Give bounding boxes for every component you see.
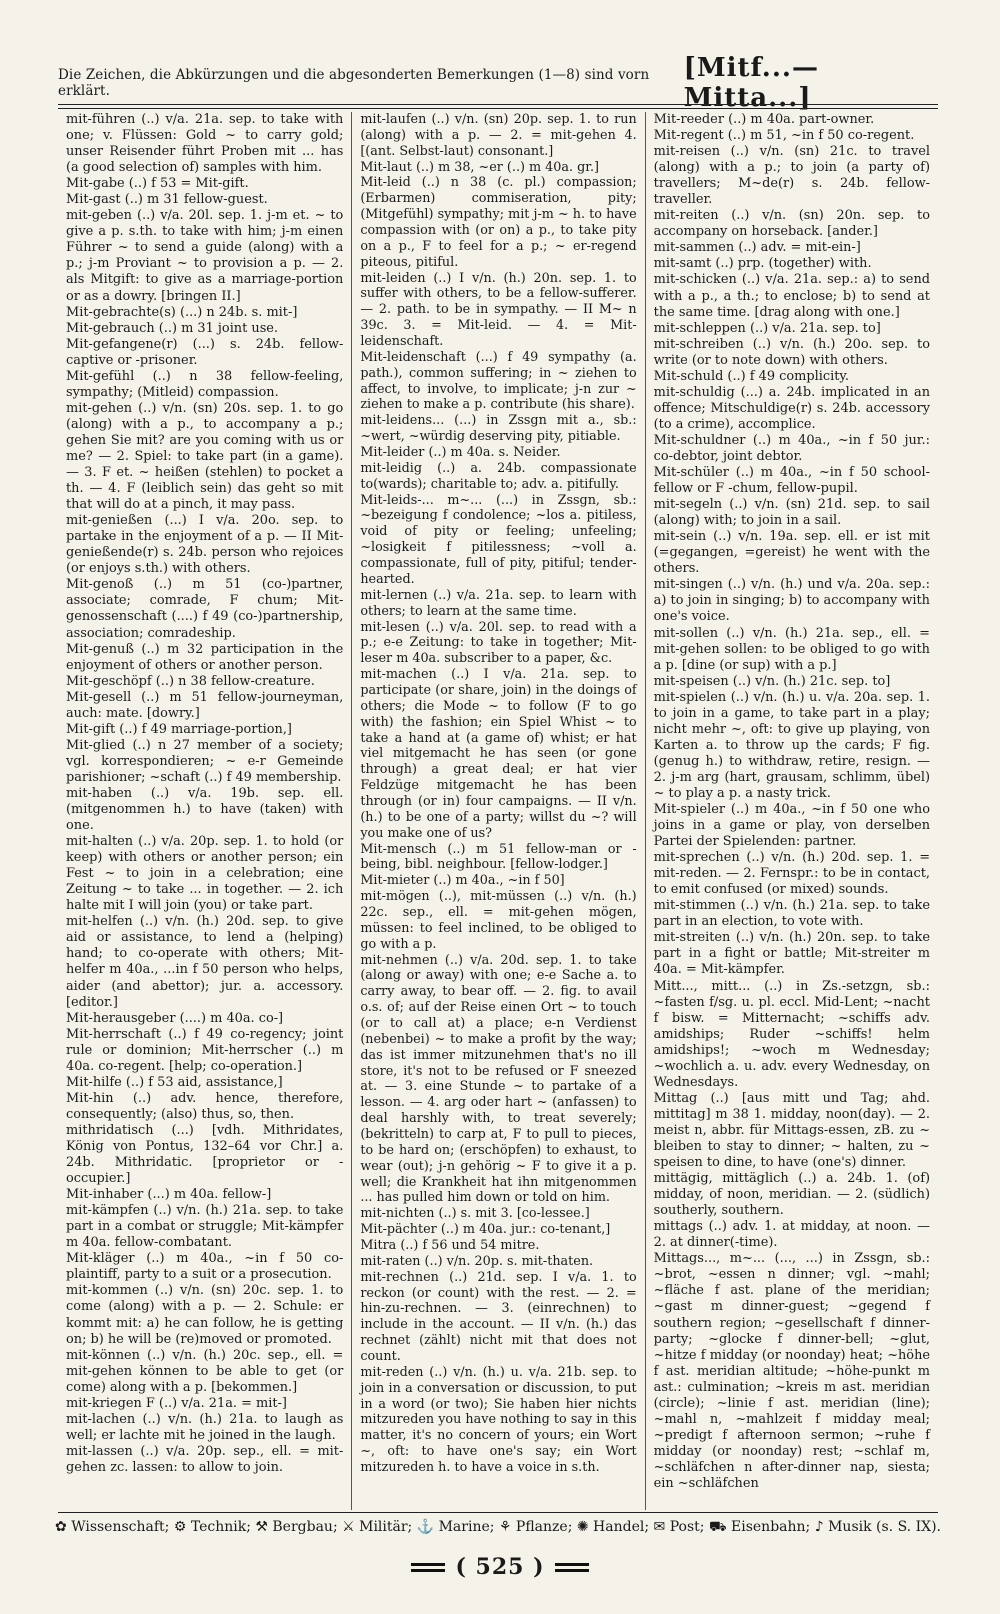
running-header bbox=[58, 53, 938, 113]
dictionary-entry: Mit-herausgeber (....) m 40a. co-] bbox=[66, 1010, 284, 1026]
dictionary-entry: Mittags..., m~... (..., ...) in Zssgn, sb.: ~brot, ~essen n dinner; vgl. ~mahl; ~fläche f ast. plane of the meridian; ~gast m dinner-guest; ~gegend f southern region; ~gesellschaft f dinner-party; ~glocke f dinner-bell; ~glut, ~hitze f midday (or noonday) heat; ~höhe f ast. meridian altitude; ~höhe-punkt m ast.: culmination; ~kreis m ast. meridian (circle); ~linie f ast. meridian (line); ~mahl n, ~mahlzeit f midday meal; ~predigt f afternoon sermon; ~ruhe f midday (or noonday) rest; ~schlaf m, ~schläfchen n after-dinner nap, siesta; ein ~schläfchen bbox=[653, 1251, 930, 1491]
symbol-legend: ✿ Wissenschaft; ⚙ Technik; ⚒ Bergbau; ⚔ Militär; ⚓ Marine; ⚘ Pflanze; ✺ Handel; ✉ Post; ⛟ Eisenbahn; ♪ Musik (s. S. IX). bbox=[55, 1519, 941, 1535]
dictionary-entry: mit-kommen (..) v/n. (sn) 20c. sep. 1. to come (along) with a p. — 2. Schule: er kommt mit: a) he can follow, he is getting on; b) he will be (re)moved or promoted. bbox=[66, 1283, 344, 1347]
dictionary-entry: Mittag (..) [aus mitt und Tag; ahd. mittitag] m 38 1. midday, noon(day). — 2. meist n, abbr. für Mittags-essen, zB. zu ~ bleiben to stay to dinner; ~ halten, zu ~ speisen to dine, to have (one's) dinner. bbox=[653, 1090, 930, 1171]
dictionary-entry: mit-stimmen (..) v/n. (h.) 21a. sep. to take part in an election, to vote with. bbox=[653, 898, 930, 930]
dictionary-entry: mit-können (..) v/n. (h.) 20c. sep., ell. = mit-gehen können to be able to get (or come) along with a p. [bekommen.] bbox=[66, 1347, 344, 1395]
dictionary-entry: Mit-gabe (..) f 53 = Mit-gift. bbox=[66, 176, 249, 192]
dictionary-entry: Mit-gift (..) f 49 marriage-portion,] bbox=[66, 721, 292, 737]
dictionary-entry: mit-helfen (..) v/n. (h.) 20d. sep. to give aid or assistance, to lend a (helping) hand; to co-operate with others; Mit-helfer m 40a., ...in f 50 person who helps, aider (and abettor); jur. a. accessory. [editor.] bbox=[66, 914, 344, 1010]
dictionary-entry: mit-lesen (..) v/a. 20l. sep. to read with a p.; e-e Zeitung: to take in together; Mit-leser m 40a. subscriber to a paper, &c. bbox=[360, 619, 637, 667]
dictionary-entry: mit-gehen (..) v/n. (sn) 20s. sep. 1. to go (along) with a p., to accompany a p.; gehen Sie mit? are you coming with us or me? — 2. Spiel: to take part (in a game). — 3. F et. ~ heißen (stehlen) to pocket a th. — 4. F (leiblich sein) das geht so mit that will do at a pinch, it may pass. bbox=[66, 400, 344, 513]
dictionary-entry: mit-genießen (...) I v/a. 20o. sep. to partake in the enjoyment of a p. — II Mit-genießende(r) s. 24b. person who rejoices (or enjoys s.th.) with others. bbox=[66, 513, 344, 577]
footer-rule bbox=[58, 1512, 938, 1513]
dictionary-entry: Mit-spieler (..) m 40a., ~in f 50 one who joins in a game or play, von derselben Partei der Spielenden: partner. bbox=[653, 802, 930, 850]
dictionary-entry: mit-samt (..) prp. (together) with. bbox=[653, 256, 872, 272]
dictionary-entry: mit-leiden (..) I v/n. (h.) 20n. sep. 1. to suffer with others, to be a fellow-sufferer. — 2. path. to be in sympathy. — II M~ n 39c. 3. = Mit-leid. — 4. = Mit-leidenschaft. bbox=[360, 270, 637, 350]
column-right bbox=[645, 112, 938, 1510]
column-middle bbox=[351, 112, 644, 1510]
dictionary-entry: Mit-schuldner (..) m 40a., ~in f 50 jur.: co-debtor, joint debtor. bbox=[653, 432, 930, 464]
dictionary-entry: mit-leidig (..) a. 24b. compassionate to(wards); charitable to; adv. a. pitifully. bbox=[360, 460, 637, 492]
dictionary-entry: Mit-gefangene(r) (...) s. 24b. fellow-captive or -prisoner. bbox=[66, 336, 344, 368]
dictionary-entry: mithridatisch (...) [vdh. Mithridates, König von Pontus, 132–64 vor Chr.] a. 24b. Mithridatic. [proprietor or -occupier.] bbox=[66, 1122, 344, 1187]
dictionary-entry: Mit-gebrauch (..) m 31 joint use. bbox=[66, 320, 279, 336]
dictionary-entry: mit-schicken (..) v/a. 21a. sep.: a) to send with a p., a th.; to enclose; b) to send at the same time. [drag along with one.] bbox=[653, 272, 930, 320]
dictionary-entry: mit-reisen (..) v/n. (sn) 21c. to travel (along) with a p.; to join (a party of) travellers; M~de(r) s. 24b. fellow-traveller. bbox=[653, 144, 930, 208]
dictionary-entry: mit-sein (..) v/n. 19a. sep. ell. er ist mit (=gegangen, =gereist) he went with the others. bbox=[653, 529, 930, 577]
dictionary-entry: mit-kriegen F (..) v/a. 21a. = mit-] bbox=[66, 1395, 287, 1411]
dictionary-entry: mit-machen (..) I v/a. 21a. sep. to participate (or share, join) in the doings of others; die Mode ~ to follow (F to go with) the fashion; ein Spiel Whist ~ to take a hand at (a game of) whist; er hat viel mitgemacht he has seen (or gone through) a great deal; er hat vier Feldzüge mitgemacht he has been through (or in) four campaigns. — II v/n. (h.) to be one of a party; willst du ~? will you make one of us? bbox=[360, 667, 637, 841]
dictionary-entry: Mit-gesell (..) m 51 fellow-journeyman, auch: mate. [dowry.] bbox=[66, 689, 344, 721]
dictionary-entry: mit-schuldig (...) a. 24b. implicated in an offence; Mitschuldige(r) s. 24b. accessory (to a crime), accomplice. bbox=[653, 384, 930, 432]
dictionary-entry: mit-sammen (..) adv. = mit-ein-] bbox=[653, 240, 861, 256]
dictionary-entry: Mit-geschöpf (..) n 38 fellow-creature. bbox=[66, 673, 315, 689]
dictionary-entry: Mit-mieter (..) m 40a., ~in f 50] bbox=[360, 873, 565, 889]
dictionary-entry: mittags (..) adv. 1. at midday, at noon. — 2. at dinner(-time). bbox=[653, 1219, 930, 1251]
dictionary-entry: mit-segeln (..) v/n. (sn) 21d. sep. to sail (along) with; to join in a sail. bbox=[653, 497, 930, 529]
dictionary-entry: mit-geben (..) v/a. 20l. sep. 1. j-m et. ~ to give a p. s.th. to take with him; j-m einen Führer ~ to send a guide (along) with a p.; j-m Proviant ~ to provision a p. — 2. als Mitgift: to give as a marriage-portion or as a dowry. [bringen II.] bbox=[66, 208, 344, 304]
dictionary-entry: mit-führen (..) v/a. 21a. sep. to take with one; v. Flüssen: Gold ~ to carry gold; unser Reisender führt Proben mit ... has (a good selection of) samples with him. bbox=[66, 112, 344, 176]
dictionary-entry: Mit-herrschaft (..) f 49 co-regency; joint rule or dominion; Mit-herrscher (..) m 40a. co-regent. [help; co-operation.] bbox=[66, 1026, 344, 1074]
dictionary-entry: mit-spielen (..) v/n. (h.) u. v/a. 20a. sep. 1. to join in a game, to take part in a play; nicht mehr ~, oft: to give up playing, von Karten a. to throw up the cards; F fig. (genug h.) to withdraw, retire, resign. — 2. j-m arg (hart, grausam, schlimm, übel) ~ to play a p. a nasty trick. bbox=[653, 689, 930, 801]
dictionary-entry: mit-mögen (..), mit-müssen (..) v/n. (h.) 22c. sep., ell. = mit-gehen mögen, müssen: to feel inclined, to be obliged to go with a p. bbox=[360, 889, 637, 952]
dictionary-entry: Mit-laut (..) m 38, ~er (..) m 40a. gr.] bbox=[360, 159, 599, 175]
dictionary-entry: Mit-reeder (..) m 40a. part-owner. bbox=[653, 112, 875, 127]
dictionary-entry: Mitt..., mitt... (..) in Zs.-setzgn, sb.: ~fasten f/sg. u. pl. eccl. Mid-Lent; ~nacht f bisw. = Mitternacht; ~schiffs adv. amidships; Ruder ~schiffs! helm amidships!; ~woch m Wednesday; ~wochlich a. u. adv. every Wednesday, on Wednesdays. bbox=[653, 978, 930, 1090]
dictionary-entry: mit-reden (..) v/n. (h.) u. v/a. 21b. sep. to join in a conversation or discussion, to put in a word (or two); Sie haben hier nichts mitzureden you have nothing to say in this matter, it's no concern of yours; ein Wort ~, oft: to have one's say; ein Wort mitzureden h. to have a voice in s.th. bbox=[360, 1364, 637, 1476]
dictionary-entry: mit-reiten (..) v/n. (sn) 20n. sep. to accompany on horseback. [ander.] bbox=[653, 208, 930, 240]
ornament-left bbox=[411, 1563, 445, 1572]
dictionary-entry: Mit-leid (..) n 38 (c. pl.) compassion; (Erbarmen) commiseration, pity; (Mitgefühl) sympathy; mit j-m ~ h. to have compassion with (or on) a p., to take pity on a p., F to feel for a p.; ~ er-regend piteous, pitiful. bbox=[360, 175, 637, 270]
dictionary-entry: mit-rechnen (..) 21d. sep. I v/a. 1. to reckon (or count) with the rest. — 2. = hin-zu-rechnen. — 3. (einrechnen) to include in the account. — II v/n. (h.) das rechnet (zählt) nicht mit that does not count. bbox=[360, 1269, 637, 1365]
dictionary-entry: Mit-inhaber (...) m 40a. fellow-] bbox=[66, 1187, 272, 1203]
entry-columns bbox=[58, 112, 938, 1510]
dictionary-entry: mit-laufen (..) v/n. (sn) 20p. sep. 1. to run (along) with a p. — 2. = mit-gehen 4. [(ant. Selbst-laut) consonant.] bbox=[360, 112, 637, 159]
dictionary-entry: mit-streiten (..) v/n. (h.) 20n. sep. to take part in a fight or battle; Mit-streiter m 40a. = Mit-kämpfer. bbox=[653, 930, 930, 978]
column-left bbox=[58, 112, 351, 1510]
dictionary-entry: Mitra (..) f 56 und 54 mitre. bbox=[360, 1238, 540, 1254]
dictionary-entry: Mit-mensch (..) m 51 fellow-man or -being, bibl. neighbour. [fellow-lodger.] bbox=[360, 841, 637, 873]
dictionary-entry: mit-nichten (..) s. mit 3. [co-lessee.] bbox=[360, 1206, 590, 1222]
dictionary-entry: Mit-gefühl (..) n 38 fellow-feeling, sympathy; (Mitleid) compassion. bbox=[66, 368, 344, 400]
dictionary-entry: Mit-genuß (..) m 32 participation in the enjoyment of others or another person. bbox=[66, 641, 344, 673]
dictionary-entry: Mit-pächter (..) m 40a. jur.: co-tenant,] bbox=[360, 1222, 611, 1238]
dictionary-entry: Mit-gast (..) m 31 fellow-guest. bbox=[66, 192, 268, 208]
dictionary-entry: Mit-glied (..) n 27 member of a society; vgl. korrespondieren; ~ e-r Gemeinde parishioner; ~schaft (..) f 49 membership. bbox=[66, 737, 344, 785]
dictionary-entry: mittägig, mittäglich (..) a. 24b. 1. (of) midday, of noon, meridian. — 2. (südlich) southerly, southern. bbox=[653, 1171, 930, 1219]
dictionary-entry: Mit-genoß (..) m 51 (co-)partner, associate; comrade, F chum; Mit-genossenschaft (....) f 49 (co-)partnership, association; comradeship. bbox=[66, 577, 344, 641]
guide-words: [Mitf...—Mitta...] bbox=[683, 53, 819, 113]
dictionary-entry: Mit-leider (..) m 40a. s. Neider. bbox=[360, 445, 561, 461]
dictionary-entry: mit-halten (..) v/a. 20p. sep. 1. to hold (or keep) with others or another person; ein Fest ~ to join in a celebration; eine Zeitung ~ to take ... in together. — 2. ich halte mit I will join (you) or take part. bbox=[66, 834, 344, 914]
header-rule bbox=[58, 104, 938, 109]
dictionary-entry: mit-sprechen (..) v/n. (h.) 20d. sep. 1. = mit-reden. — 2. Fernspr.: to be in contact, to emit confused (or mixed) sounds. bbox=[653, 850, 930, 898]
page-number-block bbox=[0, 1550, 1000, 1584]
dictionary-entry: mit-sollen (..) v/n. (h.) 21a. sep., ell. = mit-gehen sollen: to be obliged to go with a p. [dine (or sup) with a p.] bbox=[653, 625, 930, 673]
dictionary-entry: Mit-regent (..) m 51, ~in f 50 co-regent. bbox=[653, 128, 915, 144]
page-number: ( 525 ) bbox=[455, 1554, 545, 1580]
dictionary-entry: mit-lernen (..) v/a. 21a. sep. to learn with others; to learn at the same time. bbox=[360, 587, 637, 619]
dictionary-entry: Mit-leidenschaft (...) f 49 sympathy (a. path.), common suffering; in ~ ziehen to affect, to involve, to implicate; j-n zur ~ ziehen to make a p. contribute (his share). bbox=[360, 349, 637, 413]
dictionary-entry: mit-speisen (..) v/n. (h.) 21c. sep. to] bbox=[653, 673, 891, 689]
dictionary-entry: mit-lassen (..) v/a. 20p. sep., ell. = mit-gehen zc. lassen: to allow to join. bbox=[66, 1443, 344, 1475]
header-note: Die Zeichen, die Abkürzungen und die abgesonderten Bemerkungen (1—8) sind vorn erklärt. bbox=[58, 67, 650, 99]
dictionary-entry: mit-leidens... (...) in Zssgn mit a., sb.: ~wert, ~würdig deserving pity, pitiable. bbox=[360, 413, 637, 445]
dictionary-entry: mit-raten (..) v/n. 20p. s. mit-thaten. bbox=[360, 1253, 594, 1269]
dictionary-entry: mit-haben (..) v/a. 19b. sep. ell. (mitgenommen h.) to have (taken) with one. bbox=[66, 785, 344, 834]
dictionary-entry: Mit-hilfe (..) f 53 aid, assistance,] bbox=[66, 1074, 283, 1090]
dictionary-entry: mit-singen (..) v/n. (h.) und v/a. 20a. sep.: a) to join in singing; b) to accompany with one's voice. bbox=[653, 577, 930, 625]
dictionary-entry: Mit-gebrachte(s) (...) n 24b. s. mit-] bbox=[66, 304, 298, 320]
dictionary-entry: Mit-schuld (..) f 49 complicity. bbox=[653, 368, 850, 384]
dictionary-entry: Mit-kläger (..) m 40a., ~in f 50 co-plaintiff, party to a suit or a prosecution. bbox=[66, 1251, 344, 1283]
dictionary-entry: mit-schreiben (..) v/n. (h.) 20o. sep. to write (or to note down) with others. bbox=[653, 336, 930, 368]
dictionary-entry: mit-lachen (..) v/n. (h.) 21a. to laugh as well; er lachte mit he joined in the laugh. bbox=[66, 1411, 344, 1443]
dictionary-entry: mit-kämpfen (..) v/n. (h.) 21a. sep. to take part in a combat or struggle; Mit-kämpfer m 40a. fellow-combatant. bbox=[66, 1203, 344, 1251]
dictionary-entry: mit-schleppen (..) v/a. 21a. sep. to] bbox=[653, 320, 881, 336]
dictionary-entry: Mit-leids-... m~... (...) in Zssgn, sb.: ~bezeigung f condolence; ~los a. pitiless, void of pity or feeling; unfeeling; ~losigkeit f pitilessness; ~voll a. compassionate, full of pity, pitiful; tender-hearted. bbox=[360, 492, 637, 587]
ornament-right bbox=[555, 1563, 589, 1572]
dictionary-entry: Mit-schüler (..) m 40a., ~in f 50 school-fellow or F -chum, fellow-pupil. bbox=[653, 465, 930, 497]
dictionary-entry: Mit-hin (..) adv. hence, therefore, consequently; (also) thus, so, then. bbox=[66, 1090, 344, 1122]
dictionary-entry: mit-nehmen (..) v/a. 20d. sep. 1. to take (along or away) with one; e-e Sache a. to carry away, to bear off. — 2. fig. to avail o.s. of; auf der Reise einen Ort ~ to touch (or to call at) a place; e-n Verdienst (nebenbei) ~ to make a profit by the way; das ist immer mitzunehmen that's no ill store, it's not to be refused or F sneezed at. — 3. eine Stunde ~ to partake of a lesson. — 4. arg oder hart ~ (anfassen) to deal harshly with, to treat severely; (bekritteln) to carp at, F to pull to pieces, to be hard on; (erschöpfen) to exhaust, to wear (out); j-n gehörig ~ F to give it a p. well; die Krankheit hat ihn mitgenommen ... has pulled him down or told on him. bbox=[360, 952, 637, 1206]
